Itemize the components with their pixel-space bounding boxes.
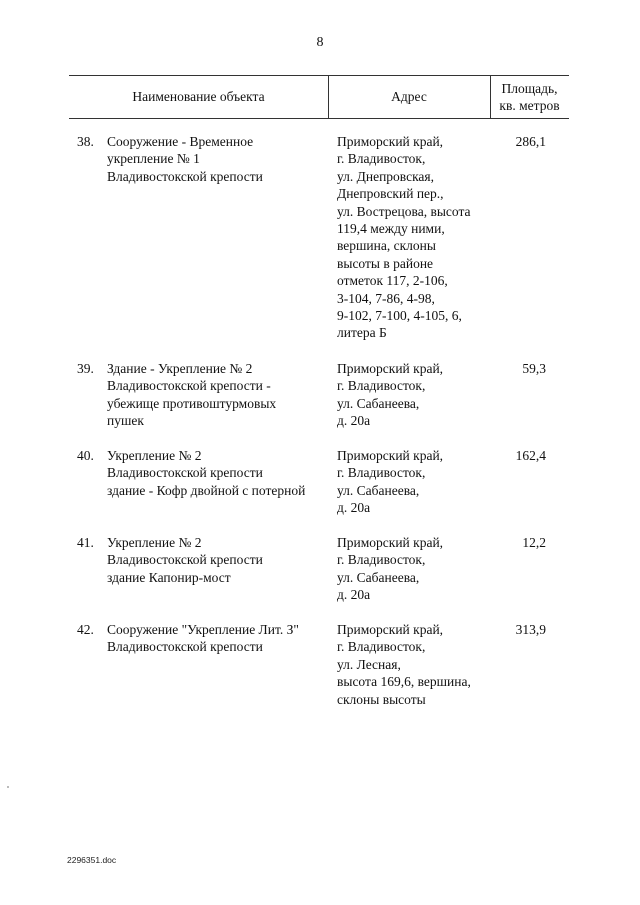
address-line: склоны высоты	[337, 691, 426, 707]
object-name-line: Сооружение "Укрепление Лит. З"	[107, 622, 299, 637]
address-line: г. Владивосток,	[337, 465, 426, 481]
object-area: 59,3	[522, 361, 546, 376]
address-line: высота 169,6, вершина,	[337, 674, 471, 690]
column-header-area-line: кв. метров	[499, 97, 560, 113]
address-line: отметок 117, 2-106,	[337, 273, 448, 289]
object-name-line: здание Капонир-мост	[107, 569, 231, 585]
object-name-line: Владивостокской крепости	[107, 465, 263, 481]
object-name	[107, 360, 276, 430]
object-name-line: Владивостокской крепости	[107, 639, 263, 655]
object-area: 12,2	[522, 535, 546, 550]
address-line: ул. Вострецова, высота	[337, 203, 471, 219]
address-line: ул. Сабанеева,	[337, 569, 420, 585]
object-area: 162,4	[515, 448, 546, 463]
object-address	[337, 534, 443, 604]
address-line: литера Б	[337, 325, 387, 341]
address-line: вершина, склоны	[337, 238, 436, 254]
address-line: д. 20а	[337, 500, 371, 516]
object-address	[337, 621, 471, 708]
address-line: ул. Сабанеева,	[337, 482, 420, 498]
object-name	[107, 621, 299, 656]
address-line: г. Владивосток,	[337, 639, 426, 655]
address-line: г. Владивосток,	[337, 378, 426, 394]
object-name	[107, 133, 263, 185]
column-header-name: Наименование объекта	[132, 88, 265, 104]
address-line: г. Владивосток,	[337, 151, 426, 167]
table-header-rule	[69, 118, 569, 119]
address-line: Приморский край,	[337, 535, 444, 550]
scan-margin-dot	[7, 786, 9, 788]
column-header-address: Адрес	[391, 88, 427, 104]
object-name	[107, 534, 263, 586]
object-name-line: пушек	[107, 413, 144, 429]
object-address	[337, 133, 471, 342]
address-line: д. 20а	[337, 587, 371, 603]
address-line: Днепровский пер.,	[337, 186, 444, 202]
address-line: ул. Днепровская,	[337, 168, 435, 184]
object-name-line: Сооружение - Временное	[107, 134, 254, 149]
address-line: 119,4 между ними,	[337, 221, 445, 237]
column-header-area	[490, 75, 569, 118]
address-line: Приморский край,	[337, 134, 444, 149]
object-area: 286,1	[515, 134, 546, 149]
column-header-area-line: Площадь,	[501, 80, 558, 96]
object-name-line: Здание - Укрепление № 2	[107, 361, 253, 376]
object-name-line: Укрепление № 2	[107, 535, 202, 550]
address-line: высоты в районе	[337, 255, 434, 271]
object-name	[107, 447, 305, 499]
row-number: 39.	[77, 361, 94, 376]
object-name-line: Укрепление № 2	[107, 448, 202, 463]
address-line: ул. Сабанеева,	[337, 395, 420, 411]
row-number: 40.	[77, 448, 94, 463]
address-line: Приморский край,	[337, 361, 444, 376]
object-address	[337, 360, 443, 430]
object-area: 313,9	[515, 622, 546, 637]
object-name-line: Владивостокской крепости	[107, 552, 263, 568]
row-number: 42.	[77, 622, 94, 637]
address-line: 9-102, 7-100, 4-105, 6,	[337, 308, 462, 324]
address-line: 3-104, 7-86, 4-98,	[337, 290, 435, 306]
address-line: Приморский край,	[337, 622, 444, 637]
row-number: 41.	[77, 535, 94, 550]
address-line: г. Владивосток,	[337, 552, 426, 568]
object-name-line: убежище противоштурмовых	[107, 395, 277, 411]
object-address	[337, 447, 443, 517]
object-name-line: здание - Кофр двойной с потерной	[107, 482, 306, 498]
address-line: ул. Лесная,	[337, 656, 401, 672]
object-name-line: укрепление № 1	[107, 151, 200, 167]
address-line: д. 20а	[337, 413, 371, 429]
address-line: Приморский край,	[337, 448, 444, 463]
object-name-line: Владивостокской крепости -	[107, 378, 271, 394]
object-name-line: Владивостокской крепости	[107, 168, 263, 184]
page-number: 8	[316, 35, 324, 50]
footer-document-name: 2296351.doc	[67, 855, 117, 865]
row-number: 38.	[77, 134, 94, 149]
